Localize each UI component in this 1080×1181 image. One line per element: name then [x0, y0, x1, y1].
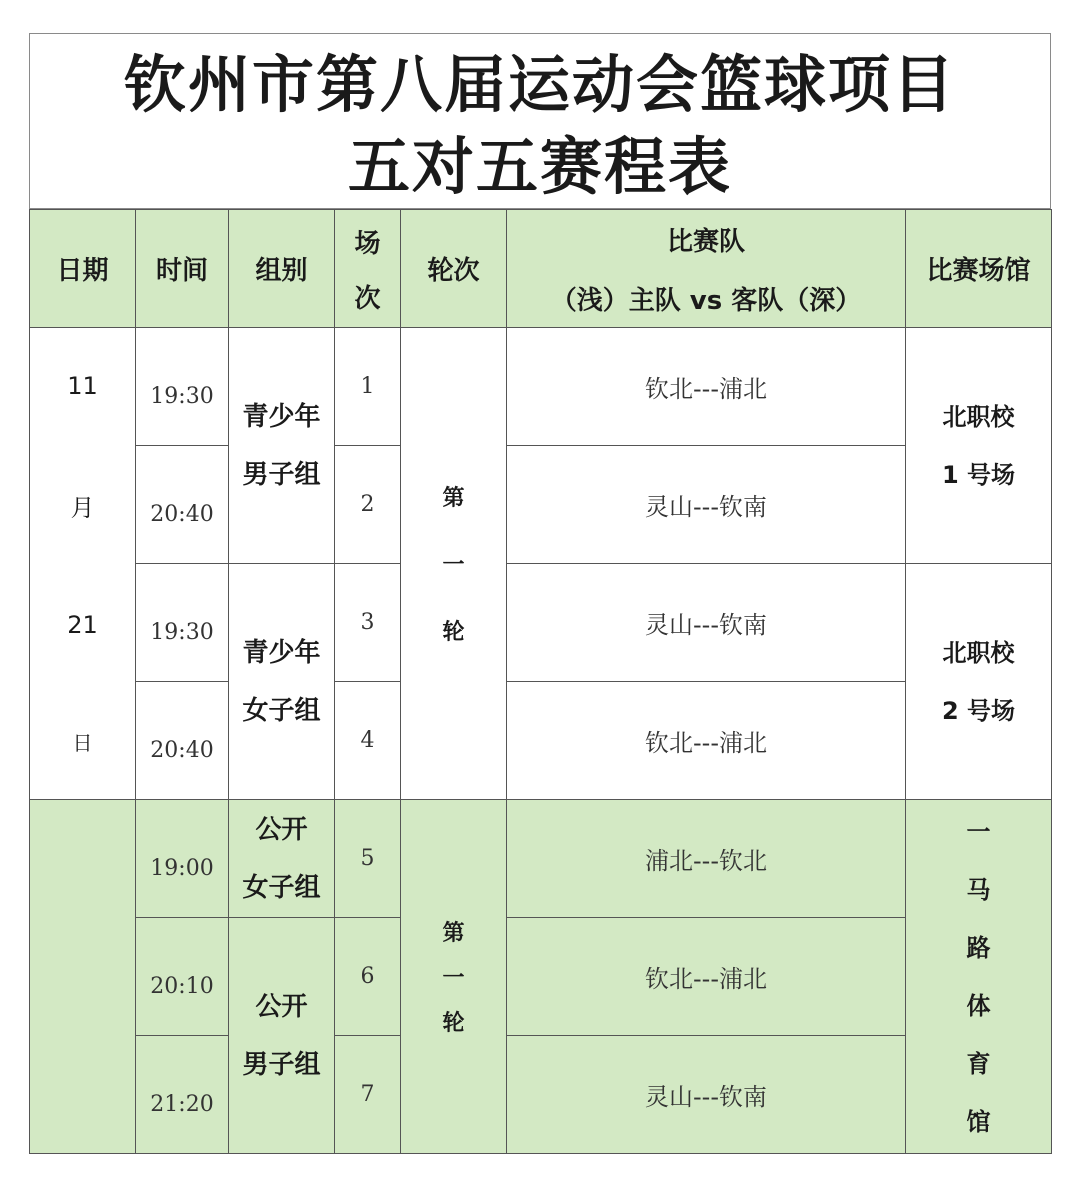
- match-cell: 灵山---钦南: [507, 1036, 906, 1154]
- header-match-no-2: 次: [354, 283, 381, 314]
- time-cell: [136, 918, 229, 1036]
- match-cell: 钦北---浦北: [507, 328, 906, 446]
- page-title: 钦州市第八届运动会篮球项目: [123, 48, 956, 121]
- group-cell: [229, 328, 335, 564]
- round-cell: [401, 800, 507, 1154]
- table-row: [30, 800, 1052, 918]
- group-line1: 公开: [255, 814, 308, 845]
- venue-cell: [906, 564, 1052, 800]
- date-number-month: 11: [67, 371, 98, 400]
- match-cell: 钦北---浦北: [507, 918, 906, 1036]
- table-row: [30, 446, 1052, 564]
- group-cell: [229, 918, 335, 1154]
- match-no-cell: 1: [335, 328, 401, 446]
- venue-char: 体: [966, 991, 991, 1020]
- page-subtitle: 五对五赛程表: [347, 130, 732, 203]
- header-row: [30, 210, 1052, 328]
- time-value: 19:00: [150, 856, 214, 881]
- time-cell: [136, 800, 229, 918]
- group-line2: 男子组: [242, 1049, 321, 1080]
- venue-line2: 2 号场: [941, 696, 1016, 725]
- venue-char: 馆: [966, 1107, 991, 1136]
- date-number-day: 21: [67, 610, 98, 639]
- schedule-table: [29, 209, 1052, 1154]
- match-cell: 灵山---钦南: [507, 446, 906, 564]
- group-line1: 公开: [255, 991, 308, 1022]
- time-value: 21:20: [150, 1092, 214, 1117]
- date-cell-empty: [30, 800, 136, 1154]
- group-line2: 男子组: [242, 459, 321, 490]
- header-match-no-1: 场: [354, 228, 381, 259]
- match-no-cell: 7: [335, 1036, 401, 1154]
- venue-line1: 北职校: [942, 638, 1015, 667]
- time-value: 20:10: [150, 974, 214, 999]
- table-row: [30, 564, 1052, 682]
- round-char: 轮: [442, 1011, 465, 1036]
- group-line2: 女子组: [242, 872, 321, 903]
- title-box: [29, 33, 1051, 209]
- match-no-cell: 5: [335, 800, 401, 918]
- group-cell: [229, 800, 335, 918]
- round-char: 轮: [442, 620, 465, 645]
- venue-line1: 北职校: [942, 402, 1015, 431]
- schedule-sheet: [29, 33, 1051, 1151]
- header-date: 日期: [30, 210, 136, 328]
- header-round: 轮次: [401, 210, 507, 328]
- venue-line2: 1 号场: [941, 460, 1016, 489]
- time-cell: [136, 564, 229, 682]
- time-value: 19:30: [150, 620, 214, 645]
- match-cell: 钦北---浦北: [507, 682, 906, 800]
- header-teams-line1: 比赛队: [666, 226, 745, 257]
- header-venue: 比赛场馆: [906, 210, 1052, 328]
- table-row: [30, 328, 1052, 446]
- header-time: 时间: [136, 210, 229, 328]
- match-no-cell: 4: [335, 682, 401, 800]
- group-line1: 青少年: [242, 401, 321, 432]
- time-value: 19:30: [150, 384, 214, 409]
- date-day-char: 日: [72, 730, 93, 755]
- round-char: 一: [442, 553, 465, 578]
- table-row: [30, 918, 1052, 1036]
- table-row: [30, 1036, 1052, 1154]
- venue-char: 路: [966, 933, 991, 962]
- group-cell: [229, 564, 335, 800]
- time-value: 20:40: [150, 502, 214, 527]
- venue-cell: [906, 800, 1052, 1154]
- round-char: 第: [442, 486, 465, 511]
- time-cell: [136, 446, 229, 564]
- table-row: [30, 682, 1052, 800]
- round-char: 一: [442, 966, 465, 991]
- group-line2: 女子组: [242, 695, 321, 726]
- venue-char: 一: [966, 817, 991, 846]
- header-teams-line2: （浅）主队 vs 客队（深）: [550, 285, 862, 316]
- date-month-char: 月: [70, 493, 95, 522]
- time-cell: [136, 682, 229, 800]
- match-cell: 灵山---钦南: [507, 564, 906, 682]
- time-value: 20:40: [150, 738, 214, 763]
- header-teams: [507, 210, 906, 328]
- venue-char: 马: [966, 875, 991, 904]
- venue-char: 育: [966, 1049, 991, 1078]
- venue-cell: [906, 328, 1052, 564]
- match-no-cell: 6: [335, 918, 401, 1036]
- time-cell: [136, 328, 229, 446]
- time-cell: [136, 1036, 229, 1154]
- round-cell: [401, 328, 507, 800]
- date-cell: [30, 328, 136, 800]
- match-cell: 浦北---钦北: [507, 800, 906, 918]
- header-match-no: [335, 210, 401, 328]
- round-char: 第: [442, 921, 465, 946]
- group-line1: 青少年: [242, 637, 321, 668]
- match-no-cell: 3: [335, 564, 401, 682]
- match-no-cell: 2: [335, 446, 401, 564]
- header-group: 组别: [229, 210, 335, 328]
